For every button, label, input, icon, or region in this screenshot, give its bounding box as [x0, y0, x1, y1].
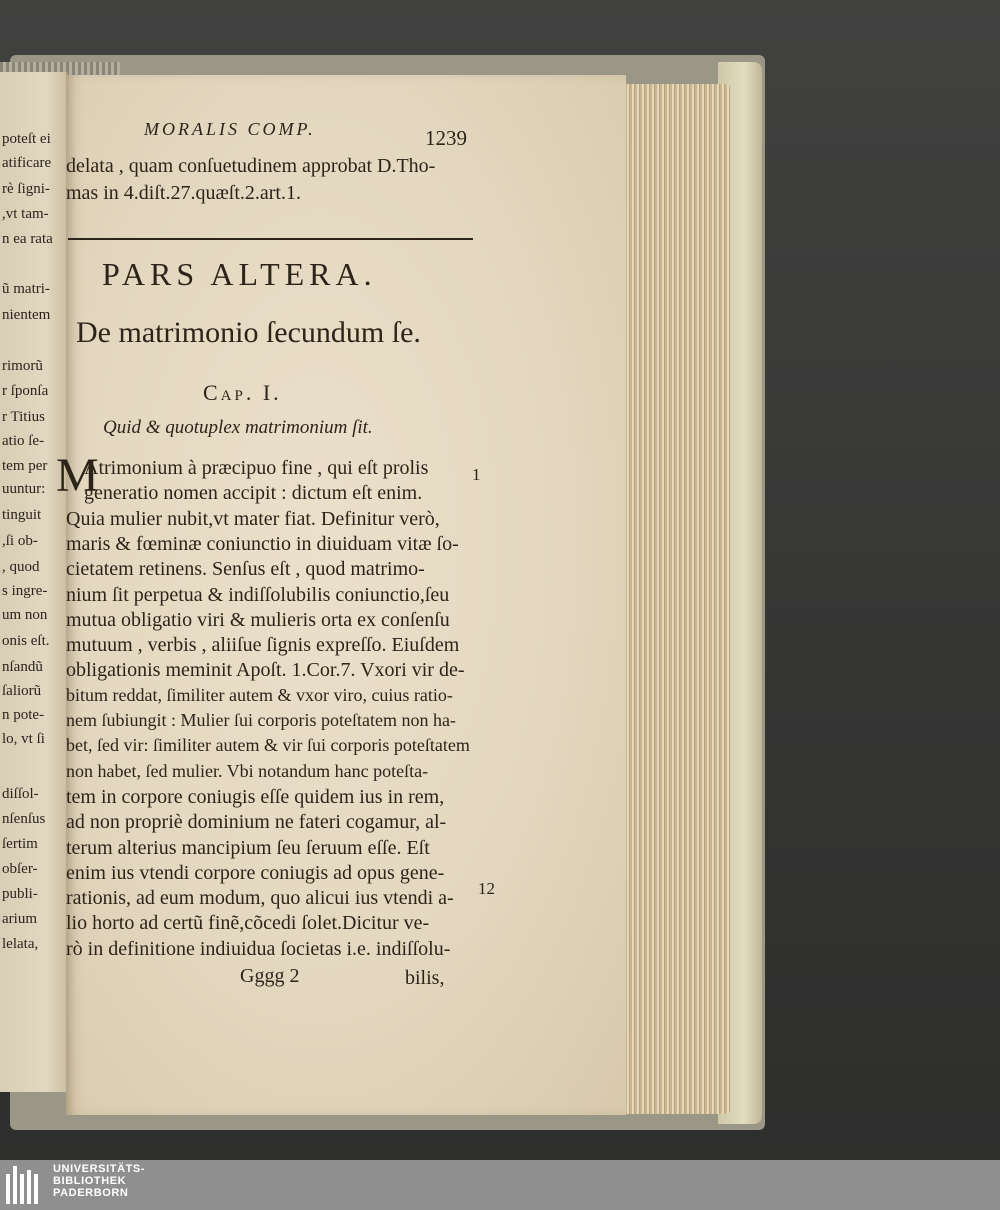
body-line: tem in corpore coniugis eſſe quidem ius in rem,: [66, 785, 445, 808]
left-page-fragment: nſenſus: [2, 811, 46, 827]
left-page-fragment: obſer-: [2, 861, 38, 877]
left-page-fragment: ,ſi ob-: [2, 533, 38, 549]
left-page-fragment: lelata,: [2, 936, 39, 952]
left-page-fragment: tem per: [2, 458, 48, 474]
left-page-fragment: ũ matri-: [2, 281, 50, 297]
left-page-fragment: r Titius: [2, 409, 45, 425]
left-page-fragment: tinguit: [2, 507, 42, 523]
chapter-subtitle: Quid & quotuplex matrimonium ſit.: [103, 417, 373, 438]
library-name-line-3: PADERBORN: [53, 1187, 129, 1199]
catchword: bilis,: [405, 967, 445, 989]
left-page-fragment: nientem: [2, 307, 51, 323]
body-line: mutua obligatio viri & mulieris orta ex conſenſu: [66, 608, 450, 631]
top-line-1: delata , quam conſuetudinem approbat D.Tho-: [66, 155, 436, 177]
left-page-fragment: atificare: [2, 155, 52, 171]
left-page-fragment: arium: [2, 911, 37, 927]
left-page-fragment: s ingre-: [2, 583, 48, 599]
left-page-fragment: atio ſe-: [2, 433, 45, 449]
left-page-fragment: rimorũ: [2, 358, 43, 374]
left-page-fragment: nſandũ: [2, 659, 43, 675]
page-block-edges: [620, 84, 730, 1114]
library-name-line-1: UNIVERSITÄTS-: [53, 1163, 146, 1175]
library-footer: [0, 1160, 1000, 1210]
left-page-fragment: , quod: [2, 559, 40, 575]
library-name-line-2: BIBLIOTHEK: [53, 1175, 127, 1187]
body-line: bet, ſed vir: ſimiliter autem & vir ſui corporis poteſtatem: [66, 735, 470, 756]
body-line: lio horto ad certũ finẽ,cõcedi ſolet.Dicitur ve-: [66, 912, 430, 935]
body-line: cietatem retinens. Senſus eſt , quod matrimo-: [66, 558, 425, 581]
left-page-fragment: ſaliorũ: [2, 683, 42, 699]
left-page-fragment: uuntur:: [2, 481, 46, 497]
library-logo-icon: [4, 1166, 46, 1204]
left-page-fragment: n pote-: [2, 707, 45, 723]
body-line: non habet, ſed mulier. Vbi notandum hanc poteſta-: [66, 760, 429, 781]
left-page-fragment: r ſponſa: [2, 383, 49, 399]
signature-mark: Gggg 2: [240, 965, 300, 987]
left-page-fragment: lo, vt ſi: [2, 731, 45, 747]
page-number: 1239: [425, 126, 467, 150]
library-name: [53, 1163, 145, 1199]
body-line: maris & fœminæ coniunctio in diuiduam vitæ ſo-: [66, 532, 459, 555]
drop-cap: M: [56, 449, 99, 502]
left-page-fragment: diſſol-: [2, 786, 39, 802]
left-page-fragment: onis eſt.: [2, 633, 50, 649]
body-line: terum alterius mancipium ſeu ſeruum eſſe. Eſt: [66, 836, 430, 859]
left-page-fragment: rè ſigni-: [2, 181, 50, 197]
body-line: bitum reddat, ſimiliter autem & vxor viro, cuius ratio-: [66, 684, 453, 705]
body-line: rationis, ad eum modum, quo alicui ius vtendi a-: [66, 887, 454, 910]
section-divider: [68, 238, 473, 240]
margin-number-2: 12: [478, 879, 495, 898]
body-line: Quia mulier nubit,vt mater fiat. Definitur verò,: [66, 507, 440, 530]
body-line: nem ſubiungit : Mulier ſui corporis poteſtatem non ha-: [66, 710, 456, 730]
left-page-fragment: um non: [2, 607, 48, 623]
body-line: generatio nomen accipit : dictum eſt enim.: [84, 482, 423, 505]
left-page-fragment: publi-: [2, 886, 38, 902]
body-line: ad non propriè dominium ne fateri cogamur, al-: [66, 811, 447, 834]
left-page: [0, 72, 68, 1092]
left-page-fragment: poteſt ei: [2, 131, 51, 147]
running-head: MORALIS COMP.: [144, 119, 316, 139]
left-page-fragment: ,vt tam-: [2, 206, 49, 222]
body-line: rò in definitione indiuidua ſocietas i.e. indiſſolu-: [66, 937, 451, 960]
left-page-fragment: n ea rata: [2, 231, 53, 247]
margin-number-1: 1: [472, 465, 481, 484]
section-title: PARS ALTERA.: [102, 256, 377, 292]
chapter-heading: Cap. I.: [203, 380, 282, 405]
body-line: obligationis meminit Apoſt. 1.Cor.7. Vxori vir de-: [66, 659, 465, 682]
left-page-fragment: ſertim: [2, 836, 38, 852]
top-line-2: mas in 4.diſt.27.quæſt.2.art.1.: [66, 182, 301, 204]
body-line: enim ius vtendi corpore coniugis ad opus gene-: [66, 861, 445, 884]
body-line: nium ſit perpetua & indiſſolubilis coniunctio,ſeu: [66, 583, 450, 606]
body-line: mutuum , verbis , aliiſue ſignis expreſſo. Eiuſdem: [66, 634, 460, 657]
body-line: Atrimonium à præcipuo fine , qui eſt prolis: [84, 457, 429, 479]
section-subtitle: De matrimonio ſecundum ſe.: [76, 316, 421, 349]
